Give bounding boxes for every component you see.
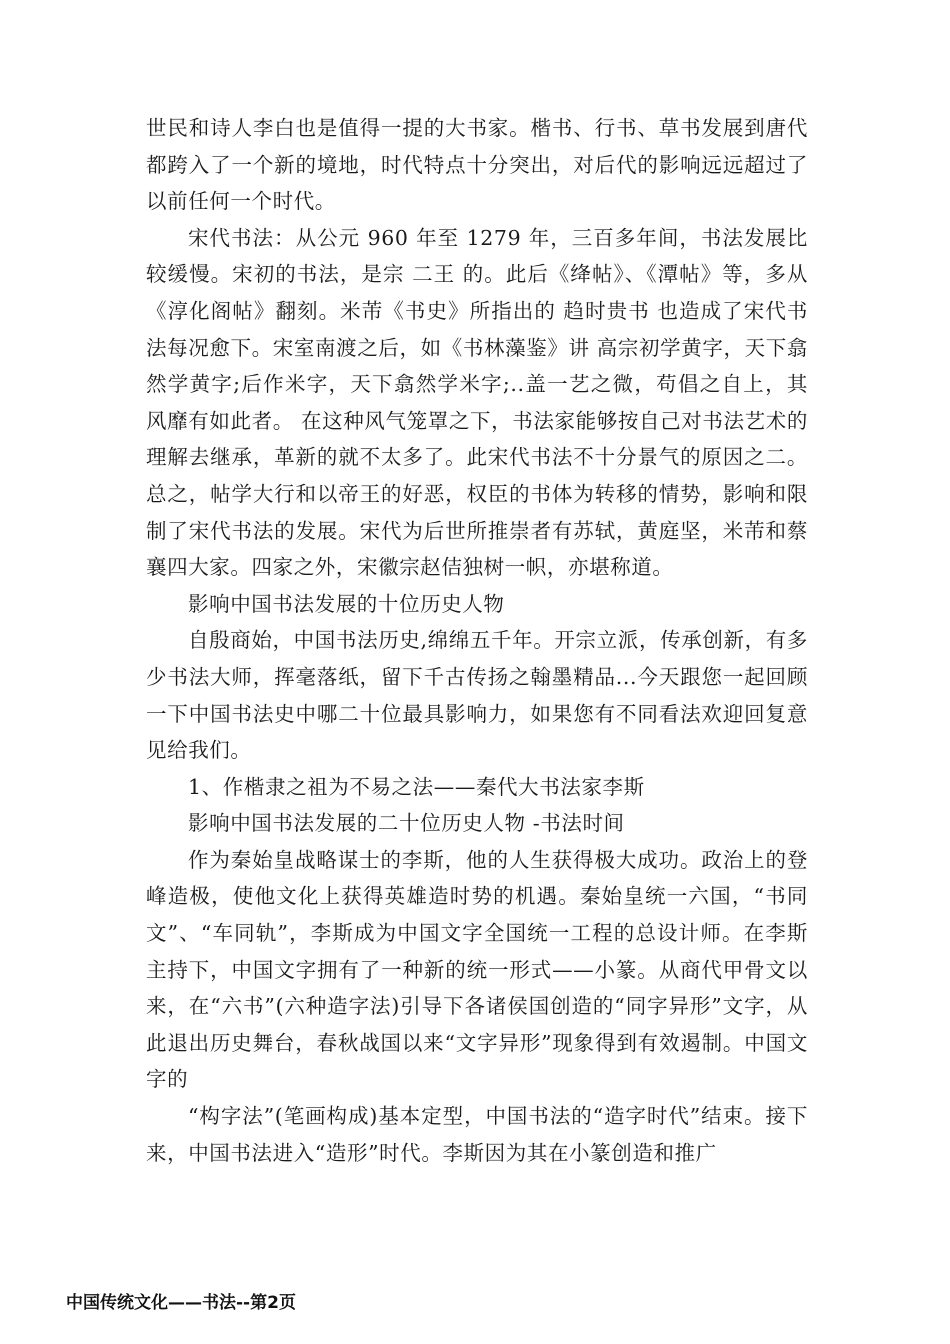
paragraph-li-si: 作为秦始皇战略谋士的李斯，他的人生获得极大成功。政治上的登峰造极，使他文化上获得英雄造时势的机遇。秦始皇统一六国，“书同文”、“车同轨”，李斯成为中国文字全国统一工程的总设计师。在李斯主持下，中国文字拥有了一种新的统一形式——小篆。从商代甲骨文以来，在“六书”(六种造字法)引导下各诸侯国创造的“同字异形”文字，从此退出历史舞台，春秋战国以来“文字异形”现象得到有效遏制。中国文字的 (146, 847, 808, 1092)
paragraph-li-si-continued: “构字法”(笔画构成)基本定型，中国书法的“造字时代”结束。接下来，中国书法进入“造形”时代。李斯因为其在小篆创造和推广 (146, 1104, 808, 1165)
paragraph-1: 世民和诗人李白也是值得一提的大书家。楷书、行书、草书发展到唐代都跨入了一个新的境地，时代特点十分突出，对后代的影响远远超过了以前任何一个时代。 (146, 116, 808, 214)
item-heading-li-si: 1、作楷隶之祖为不易之法——秦代大书法家李斯 (188, 774, 645, 799)
page-footer: 中国传统文化——书法--第2页 (66, 1293, 296, 1313)
section-heading-ten-figures: 影响中国书法发展的十位历史人物 (188, 591, 505, 616)
paragraph-song-dynasty: 宋代书法：从公元 960 年至 1279 年，三百多年间，书法发展比较缓慢。宋初的书法，是宗 二王 的。此后《绛帖》、《潭帖》等，多从《淳化阁帖》翻刻。米芾《书史》所指出的 趋时贵书 也造成了宋代书法每况愈下。宋室南渡之后，如《书林藻鉴》讲 高宗初学黄字，天下翕然学黄字;后作米字，天下翕然学米字;..盖一艺之微，苟倡之自上，其风靡有如此者。 在这种风气笼罩之下，书法家能够按自己对书法艺术的理解去继承，革新的就不太多了。此宋代书法不十分景气的原因之二。总之，帖学大行和以帝王的好恶，权臣的书体为转移的情势，影响和限制了宋代书法的发展。宋代为后世所推崇者有苏轼，黄庭坚，米芾和蔡襄四大家。四家之外，宋徽宗赵佶独树一帜，亦堪称道。 (146, 225, 808, 580)
subheading-twenty-figures: 影响中国书法发展的二十位历史人物 -书法时间 (188, 811, 625, 836)
document-body (146, 110, 808, 1171)
paragraph-intro: 自殷商始，中国书法历史,绵绵五千年。开宗立派，传承创新，有多少书法大师，挥毫落纸，留下千古传扬之翰墨精品...今天跟您一起回顾一下中国书法史中哪二十位最具影响力，如果您有不同看法欢迎回复意见给我们。 (146, 628, 808, 763)
